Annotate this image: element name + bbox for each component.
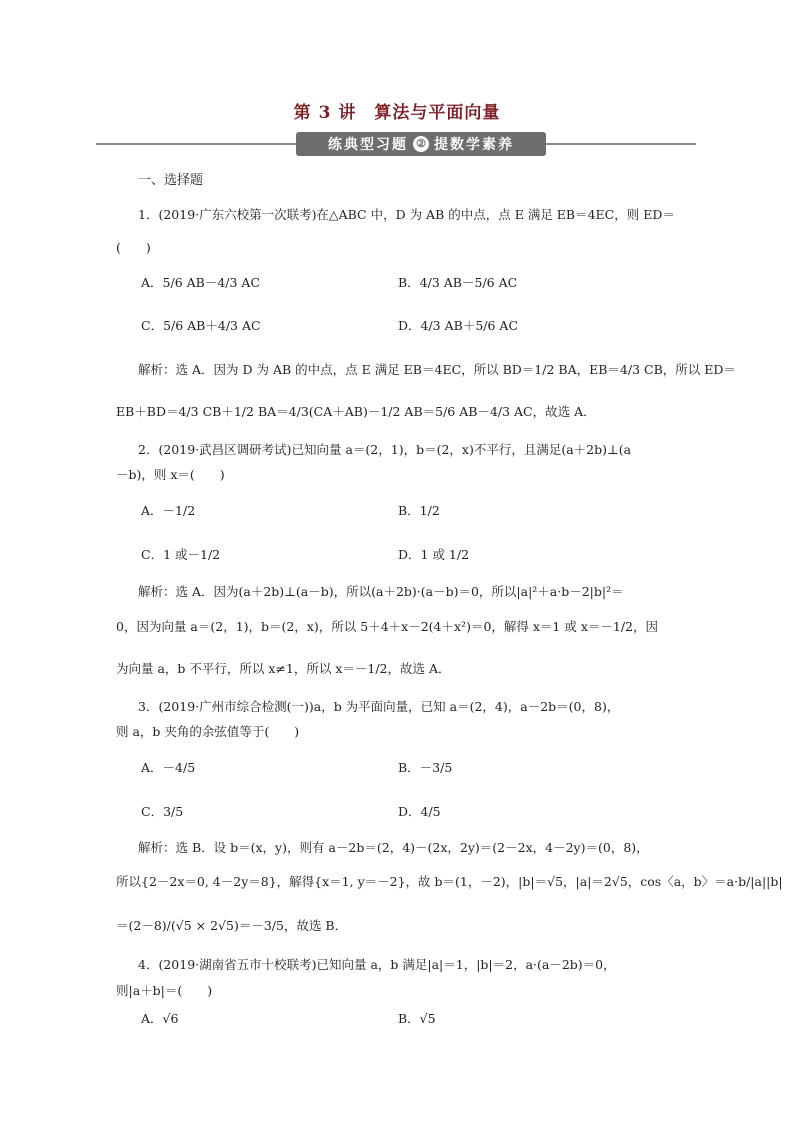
banner-rule-right — [546, 143, 696, 145]
q3-option-d: D．4/5 — [398, 804, 441, 819]
q3-stem-line1: 3．(2019·广州市综合检测(一))a，b 为平面向量，已知 a＝(2，4)，a－2b＝(0，8)， — [138, 699, 620, 714]
section-heading: 一、选择题 — [138, 173, 204, 188]
q3-option-a: A．－4/5 — [141, 760, 196, 775]
q2-option-b: B．1/2 — [398, 503, 440, 518]
q4-stem-line1: 4．(2019·湖南省五市十校联考)已知向量 a，b 满足|a|＝1，|b|＝2，a·(a－2b)＝0， — [138, 957, 616, 972]
q2-solution-line2: 0，因为向量 a＝(2，1)，b＝(2，x)，所以 5＋4＋x－2(4＋x²)＝0，解得 x＝1 或 x＝－1/2，因 — [116, 619, 658, 634]
q2-option-d: D．1 或 1/2 — [398, 547, 470, 562]
q2-stem-line1: 2．(2019·武昌区调研考试)已知向量 a＝(2，1)，b＝(2，x)不平行，且满足(a＋2b)⊥(a — [138, 442, 632, 457]
q3-solution-line2: 所以{2－2x＝0, 4－2y＝8}，解得{x＝1, y＝－2}，故 b＝(1，－2)，|b|＝√5，|a|＝2√5，cos〈a，b〉＝a·b/|a||b| — [116, 874, 783, 889]
q3-option-c: C．3/5 — [141, 804, 184, 819]
q2-option-a: A．－1/2 — [141, 503, 196, 518]
q4-option-b: B．√5 — [398, 1011, 436, 1026]
q2-solution-line3: 为向量 a，b 不平行，所以 x≠1，所以 x＝－1/2，故选 A． — [116, 661, 451, 676]
q1-option-a: A．5/6 AB－4/3 AC — [141, 275, 261, 290]
q1-solution-line1: 解析：选 A．因为 D 为 AB 的中点，点 E 满足 EB＝4EC，所以 BD＝1/2 BA，EB＝4/3 CB，所以 ED＝ — [138, 362, 736, 377]
q1-stem-line1: 1．(2019·广东六校第一次联考)在△ABC 中，D 为 AB 的中点，点 E 满足 EB＝4EC，则 ED＝ — [138, 207, 675, 222]
banner-rule-left — [96, 143, 296, 145]
q1-option-c: C．5/6 AB＋4/3 AC — [141, 318, 261, 333]
q3-option-b: B．－3/5 — [398, 760, 453, 775]
q3-stem-line2: 则 a，b 夹角的余弦值等于( ) — [116, 724, 300, 739]
q3-solution-line3: ＝(2－8)/(√5 × 2√5)＝－3/5，故选 B． — [116, 918, 348, 933]
q1-stem-line2: ( ) — [116, 240, 151, 255]
banner-left-text: 练典型习题 — [328, 137, 408, 153]
q1-option-b: B．4/3 AB－5/6 AC — [398, 275, 518, 290]
q1-solution-line2: EB＋BD＝4/3 CB＋1/2 BA＝4/3(CA＋AB)－1/2 AB＝5/6 AB－4/3 AC，故选 A． — [116, 404, 596, 419]
q2-stem-line2: －b)，则 x＝( ) — [116, 467, 225, 482]
page-title: 第 3 讲 算法与平面向量 — [293, 103, 501, 123]
banner-number-icon: ② — [413, 136, 429, 152]
q2-solution-line1: 解析：选 A．因为(a＋2b)⊥(a－b)，所以(a＋2b)·(a－b)＝0，所以|a|²＋a·b－2|b|²＝ — [138, 584, 624, 599]
q3-solution-line1: 解析：选 B．设 b＝(x，y)，则有 a－2b＝(2，4)－(2x，2y)＝(2－2x，4－2y)＝(0，8)， — [138, 840, 649, 855]
banner-right-text: 提数学素养 — [434, 137, 514, 153]
section-banner — [296, 132, 546, 156]
q1-option-d: D．4/3 AB＋5/6 AC — [398, 318, 519, 333]
q4-option-a: A．√6 — [141, 1011, 179, 1026]
q4-stem-line2: 则|a＋b|＝( ) — [116, 983, 213, 998]
q2-option-c: C．1 或－1/2 — [141, 547, 221, 562]
